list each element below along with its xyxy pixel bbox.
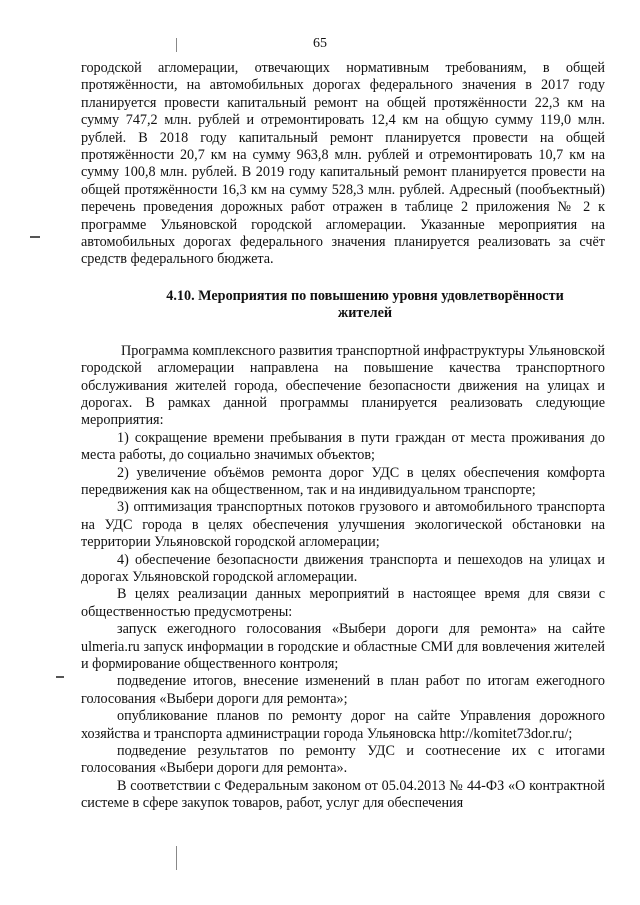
section-heading-line: жителей	[337, 305, 393, 322]
list-item: запуск ежегодного голосования «Выбери дороги для ремонта» на сайте ulmeria.ru запуск информации в городские и областные СМИ для вовлечения жителей и формирование общественного контроля;	[81, 621, 605, 672]
intro-paragraph: Программа комплексного развития транспортной инфраструктуры Ульяновской городской агломерации направлена на повышение качества транспортного обслуживания жителей города, обеспечение безопасности движения на улицах и дорогах. В рамках данной программы планируется реализовать следующие мероприятия:	[81, 342, 605, 429]
list-item: 4) обеспечение безопасности движения транспорта и пешеходов на улицах и дорогах Ульяновской городской агломерации.	[81, 551, 605, 585]
section-heading-line: 4.10. Мероприятия по повышению уровня удовлетворённости	[166, 287, 564, 304]
list-item: опубликование планов по ремонту дорог на сайте Управления дорожного хозяйства и транспорта администрации города Ульяновска http://komitet73dor.ru/;	[81, 708, 605, 742]
scan-mark	[176, 38, 177, 52]
list-item: 2) увеличение объёмов ремонта дорог УДС в целях обеспечения комфорта передвижения как на общественном, так и на индивидуальном транспорте;	[81, 464, 605, 498]
paragraph: В целях реализации данных мероприятий в настоящее время для связи с общественностью предусмотрены:	[81, 586, 605, 620]
scan-mark	[176, 846, 177, 870]
scan-mark	[56, 676, 64, 678]
paragraph-continued: городской агломерации, отвечающих нормативным требованиям, в общей протяжённости, на автомобильных дорогах федерального значения в 2017 году планируется провести капитальный ремонт на общей протяжённости 22,3 км на сумму 747,2 млн. рублей и отремонтировать 12,4 км на общую сумму 119,0 млн. рублей. В 2018 году капитальный ремонт планируется провести на общей протяжённости 20,7 км на сумму 963,8 млн. рублей и отремонтировать 10,7 км на сумму 100,8 млн. рублей. В 2019 году капитальный ремонт планируется провести на общей протяжённости 16,3 км на сумму 528,3 млн. рублей. Адресный (пообъектный) перечень проведения дорожных работ отражен в таблице 2 приложения № 2 к программе Ульяновской городской агломерации. Указанные мероприятия на автомобильных дорогах федерального значения планируется реализовать за счёт средств федерального бюджета.	[81, 60, 605, 268]
list-item: 1) сокращение времени пребывания в пути граждан от места проживания до места работы, до социально значимых объектов;	[81, 429, 605, 464]
list-item: 3) оптимизация транспортных потоков грузового и автомобильного транспорта на УДС города в целях обеспечения улучшения экологической обстановки на территории Ульяновской городской агломерации;	[81, 499, 605, 551]
paragraph: В соответствии с Федеральным законом от 05.04.2013 № 44-ФЗ «О контрактной системе в сфере закупок товаров, работ, услуг для обеспечения	[81, 777, 605, 812]
page-number: 65	[313, 36, 327, 51]
section-heading	[81, 288, 605, 323]
list-item: подведение результатов по ремонту УДС и соотнесение их с итогами голосования «Выбери дороги для ремонта».	[81, 743, 605, 777]
scan-mark	[30, 236, 40, 238]
document-body	[81, 60, 605, 813]
list-item: подведение итогов, внесение изменений в план работ по итогам ежегодного голосования «Выбери дороги для ремонта»;	[81, 673, 605, 707]
